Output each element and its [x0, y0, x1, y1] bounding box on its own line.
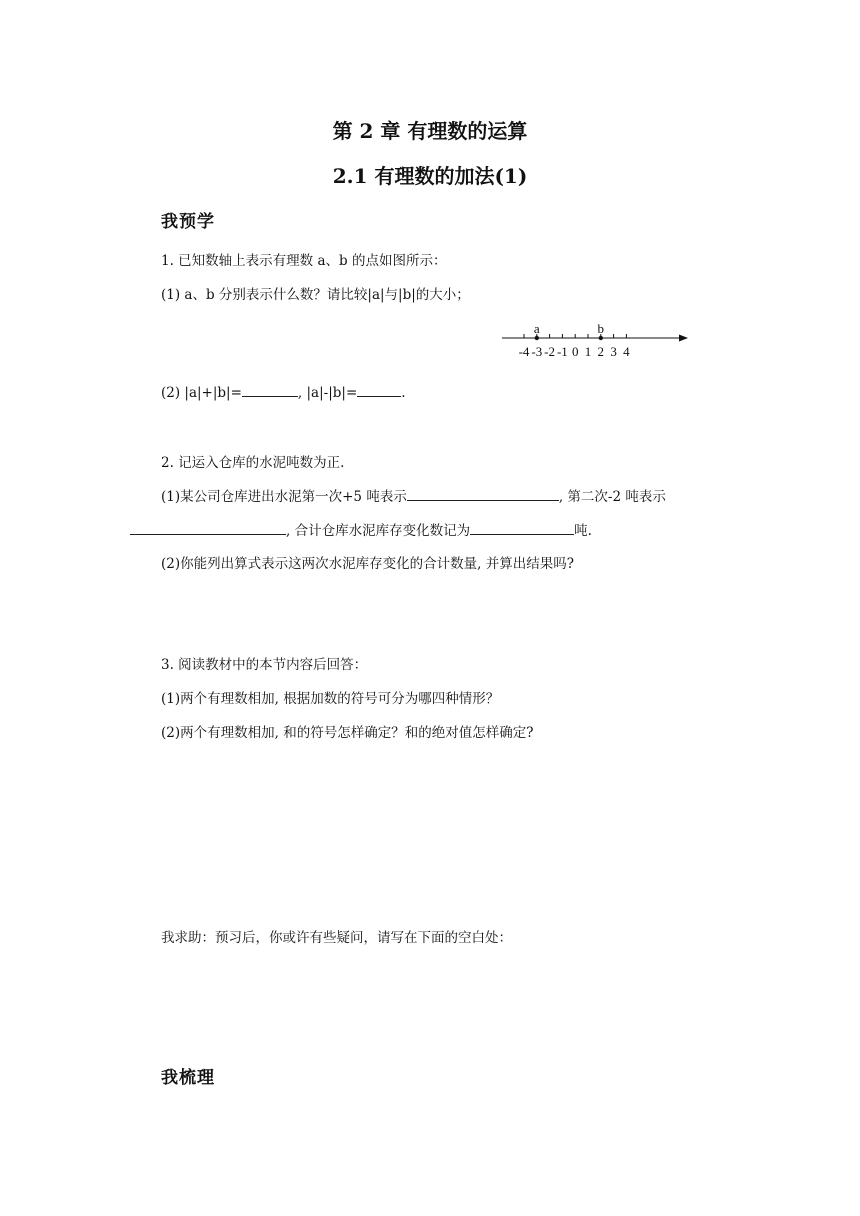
- number-line-tick-label: 3: [610, 344, 617, 359]
- number-line-tick-label: -1: [556, 344, 568, 359]
- question-2-part-1-line-2: [130, 519, 592, 539]
- number-line: [498, 318, 698, 364]
- question-3-part-2: (2)两个有理数相加, 和的符号怎样确定？和的绝对值怎样确定?: [161, 725, 534, 741]
- q2-part1-text-d: 吨.: [574, 523, 592, 539]
- number-line-point-label-a: a: [533, 321, 540, 336]
- question-1-part-2: [161, 384, 406, 401]
- number-line-tick-label: -3: [531, 344, 543, 359]
- number-line-tick-label: 2: [597, 344, 605, 359]
- q2-part1-text-c: , 合计仓库水泥库存变化数记为: [286, 523, 471, 539]
- number-line-tick-label: -4: [518, 344, 530, 359]
- number-line-tick-label: -2: [544, 344, 556, 359]
- q1-part2-text-b: , |a|-|b|=: [297, 385, 358, 401]
- number-line-tick-label: 1: [584, 344, 592, 359]
- q2-part1-text-b: , 第二次-2 吨表示: [558, 489, 666, 505]
- number-line-point-b: [599, 336, 603, 340]
- number-line-point-label-b: b: [597, 321, 605, 336]
- chapter-title: 第 2 章 有理数的运算: [332, 119, 528, 143]
- answer-blank-total[interactable]: [470, 522, 574, 535]
- help-prompt: 我求助：预习后，你或许有些疑问，请写在下面的空白处：: [161, 930, 512, 946]
- question-1-part-1: (1) a、b 分别表示什么数？请比较|a|与|b|的大小；: [161, 287, 470, 303]
- q2-part1-text-a: (1)某公司仓库进出水泥第一次+5 吨表示: [161, 489, 407, 505]
- question-1-stem: 1. 已知数轴上表示有理数 a、b 的点如图所示：: [161, 253, 447, 269]
- question-2-part-2: (2)你能列出算式表示这两次水泥库存变化的合计数量, 并算出结果吗?: [161, 556, 574, 572]
- q1-part2-text-c: .: [401, 385, 406, 401]
- number-line-arrow-icon: [679, 335, 688, 342]
- number-line-point-a: [535, 336, 539, 340]
- question-3-stem: 3. 阅读教材中的本节内容后回答：: [161, 657, 368, 673]
- number-line-tick-label: 4: [623, 344, 630, 359]
- answer-blank-difference[interactable]: [357, 384, 401, 397]
- summary-heading: 我梳理: [161, 1068, 215, 1088]
- answer-blank-second[interactable]: [130, 522, 286, 535]
- question-2-part-1-line-1: [161, 485, 666, 505]
- question-2-stem: 2. 记运入仓库的水泥吨数为正.: [161, 455, 345, 471]
- answer-blank-sum[interactable]: [242, 384, 298, 397]
- section-title: 2.1 有理数的加法(1): [332, 164, 528, 188]
- answer-blank-first[interactable]: [407, 488, 559, 501]
- q1-part2-text-a: (2) |a|+|b|=: [161, 385, 242, 401]
- number-line-axis: [502, 335, 688, 342]
- number-line-tick-label: 0: [571, 344, 579, 359]
- preview-heading: 我预学: [161, 212, 215, 232]
- question-3-part-1: (1)两个有理数相加, 根据加数的符号可分为哪四种情形？: [161, 691, 500, 707]
